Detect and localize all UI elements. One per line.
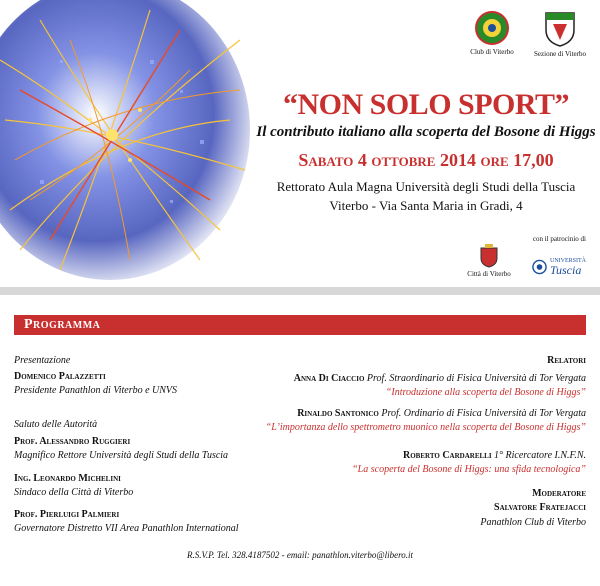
- panathlon-club-emblem-icon: [474, 10, 510, 46]
- moderatore-name: Salvatore Fratejacci: [494, 502, 586, 513]
- university-text-top: UNIVERSITÀ: [550, 258, 586, 264]
- organization-logos: [466, 10, 586, 58]
- speaker-name: Anna Di Ciaccio: [293, 373, 365, 384]
- authority-name: Prof. Alessandro Ruggieri: [14, 436, 131, 447]
- event-venue: Rettorato Aula Magna Università degli Studi della Tuscia: [276, 179, 576, 194]
- speaker-line: [297, 408, 586, 419]
- speaker-line: [403, 450, 586, 461]
- speaker-role: Prof. Ordinario di Fisica Università di Tor Vergata: [381, 408, 586, 419]
- presentazione-label: Presentazione: [14, 355, 71, 366]
- section-divider: [0, 287, 600, 295]
- event-subtitle: Il contributo italiano alla scoperta del Bosone di Higgs: [256, 124, 596, 140]
- saluto-label: Saluto delle Autorità: [14, 419, 98, 430]
- event-date: Sabato 4 ottobre 2014 ore 17,00: [298, 150, 554, 170]
- presenter-role: Presidente Panathlon di Viterbo e UNVS: [14, 385, 178, 396]
- university-text-bottom: Tuscia: [550, 263, 582, 277]
- rsvp-contact: R.S.V.P. Tel. 328.4187502 - email: panathlon.viterbo@libero.it: [186, 550, 414, 560]
- moderatore-role: Panathlon Club di Viterbo: [480, 517, 586, 528]
- speaker-line: [294, 373, 586, 384]
- sezione-shield-icon: [543, 10, 577, 48]
- authority-name: Prof. Pierluigi Palmieri: [14, 509, 120, 520]
- event-title: “NON SOLO SPORT”: [283, 88, 569, 121]
- moderatore-label: Moderatore: [532, 488, 586, 499]
- club-logo: [466, 10, 518, 58]
- speaker-role: Prof. Straordinario di Fisica Università di Tor Vergata: [366, 373, 586, 384]
- university-logo: [532, 256, 586, 278]
- speaker-talk: “La scoperta del Bosone di Higgs: una sfida tecnologica”: [352, 464, 586, 475]
- authority-role: Sindaco della Città di Viterbo: [14, 487, 134, 498]
- program-heading-bar: [14, 315, 586, 335]
- patronage-label: con il patrocinio di: [532, 235, 586, 243]
- relatori-label: Relatori: [547, 355, 586, 366]
- program-heading: Programma: [24, 317, 101, 332]
- invitation-header: [0, 0, 600, 287]
- authority-role: Governatore Distretto VII Area Panathlon International: [14, 523, 239, 534]
- speaker-talk: “Introduzione alla scoperta del Bosone di Higgs”: [385, 387, 586, 398]
- speaker-role: 1° Ricercatore I.N.F.N.: [494, 450, 586, 461]
- citta-logo: [464, 244, 514, 278]
- city-crest-icon: [479, 244, 499, 268]
- particle-collision-illustration: [0, 0, 252, 287]
- citta-caption: Città di Viterbo: [467, 270, 511, 278]
- speaker-name: Roberto Cardarelli: [403, 450, 492, 461]
- sezione-caption: Sezione di Viterbo: [534, 50, 586, 58]
- patronage-logos: [464, 244, 586, 278]
- authority-name: Ing. Leonardo Michelini: [14, 473, 121, 484]
- speaker-name: Rinaldo Santonico: [297, 408, 379, 419]
- event-address: Viterbo - Via Santa Maria in Gradi, 4: [329, 198, 523, 213]
- university-seal-icon: [532, 256, 547, 278]
- presenter-name: Domenico Palazzetti: [14, 371, 106, 382]
- authority-role: Magnifico Rettore Università degli Studi della Tuscia: [14, 450, 229, 461]
- speaker-talk: “L’importanza dello spettrometro muonico nella scoperta del Bosone di Higgs”: [265, 422, 586, 433]
- club-caption: Club di Viterbo: [470, 48, 514, 56]
- program-section: [0, 295, 600, 586]
- sezione-logo: [534, 10, 586, 58]
